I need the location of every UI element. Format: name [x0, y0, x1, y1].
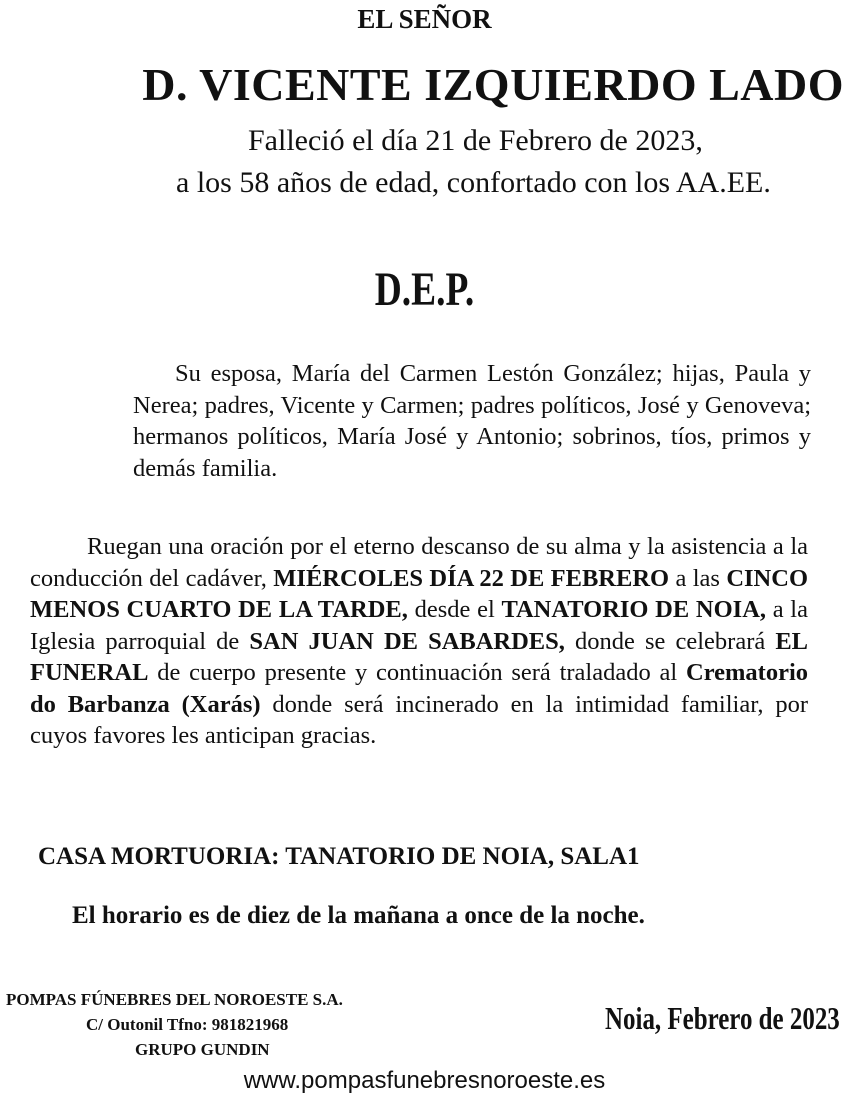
death-date-line: Falleció el día 21 de Febrero de 2023,: [248, 124, 703, 157]
prayer-funeral: EL FUNERAL: [30, 627, 809, 686]
prayer-time: CINCO MENOS CUARTO DE LA TARDE,: [30, 564, 808, 623]
prayer-text-7: donde será incinerado en la intimidad familiar, por cuyos favores les anticipan gracias.: [30, 690, 808, 749]
company-address: C/ Outonil Tfno: 981821968: [86, 1015, 289, 1034]
prayer-origin: TANATORIO DE NOIA,: [501, 596, 767, 623]
website-link[interactable]: www.pompasfunebresnoroeste.es: [243, 1067, 606, 1094]
prayer-text-6: de cuerpo presente y continuación será traladado al: [148, 659, 686, 686]
prayer-crematorium: Crematorio do Barbanza (Xarás): [30, 659, 808, 718]
prayer-text-1: Ruegan una oración por el eterno descanso de su alma y la asistencia a la conducción del cadáver,: [30, 533, 808, 592]
prayer-paragraph: [30, 531, 808, 752]
prayer-text-4: a la Iglesia parroquial de: [30, 596, 808, 655]
age-line: a los 58 años de edad, confortado con los AA.EE.: [176, 166, 771, 199]
prayer-church: SAN JUAN DE SABARDES,: [249, 627, 565, 655]
visiting-hours: El horario es de diez de la mañana a once de la noche.: [72, 902, 645, 929]
prayer-text-2: a las: [669, 564, 727, 592]
prayer-text-5: donde se celebrará: [564, 627, 776, 655]
dep-heading: D.E.P.: [374, 263, 475, 316]
company-name: POMPAS FÚNEBRES DEL NOROESTE S.A.: [6, 990, 343, 1009]
deceased-name: D. VICENTE IZQUIERDO LADO: [142, 59, 844, 110]
family-paragraph: Su esposa, María del Carmen Lestón González; hijas, Paula y Nerea; padres, Vicente y Carmen; padres políticos, José y Genoveva; hermanos políticos, María José y Antonio; sobrinos, tíos, primos y demás familia.: [133, 360, 811, 482]
casa-mortuoria: CASA MORTUORIA: TANATORIO DE NOIA, SALA1: [38, 843, 640, 870]
prayer-text-3: desde el: [407, 596, 502, 623]
company-group: GRUPO GUNDIN: [135, 1040, 270, 1059]
prayer-date: MIÉRCOLES DÍA 22 DE FEBRERO: [273, 564, 670, 592]
place-date: Noia, Febrero de 2023: [605, 1000, 840, 1036]
header-prefix: EL SEÑOR: [357, 4, 492, 34]
